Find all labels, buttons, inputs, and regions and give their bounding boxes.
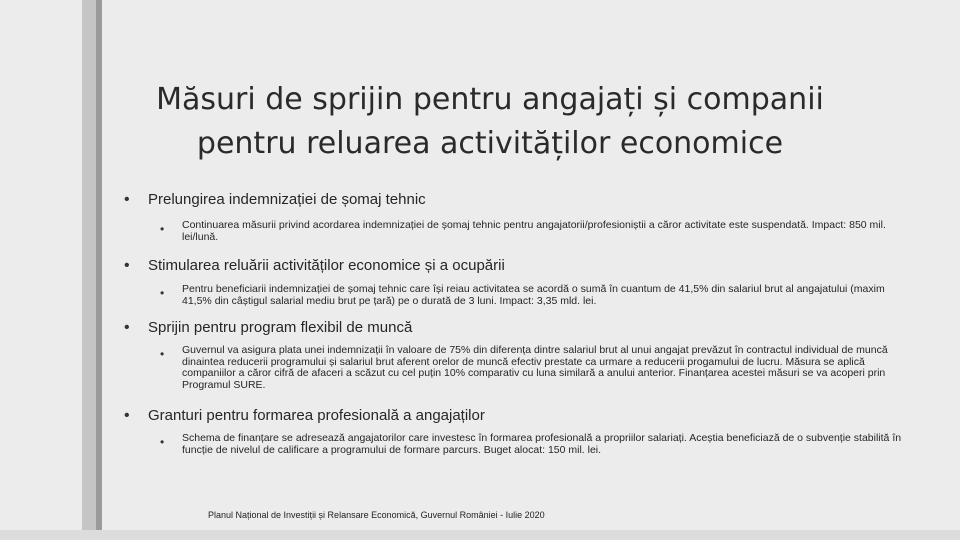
- slide-footer-source: Planul Național de Investiții și Relansare Economică, Guvernul României - Iulie 2020: [208, 510, 545, 520]
- sub-bullet-icon: •: [160, 435, 165, 449]
- slide-title-line-1: Măsuri de sprijin pentru angajați și companii: [156, 82, 824, 117]
- list-item-heading: Prelungirea indemnizației de șomaj tehnic: [148, 191, 426, 208]
- sub-bullet-icon: •: [160, 222, 165, 236]
- sub-bullet-icon: •: [160, 286, 165, 300]
- decorative-bottom-band: [0, 530, 960, 540]
- bullet-icon: •: [124, 257, 130, 274]
- slide-title-line-2: pentru reluarea activităților economice: [196, 126, 784, 161]
- list-item-heading: Sprijin pentru program flexibil de muncă: [148, 319, 413, 336]
- bullet-icon: •: [124, 191, 130, 208]
- list-item-detail: Schema de finanțare se adresează angajatorilor care investesc în formarea profesională a propriilor salariați. Aceștia beneficiază de o subvenție stabilită în funcție de nivelul de calificare a programului de formare parcurs. Buget alocat: 150 mil. lei.: [182, 432, 902, 456]
- list-item-heading: Stimularea reluării activităților economice și a ocupării: [148, 257, 505, 274]
- list-item-detail: Guvernul va asigura plata unei indemnizații în valoare de 75% din diferența dintre salariul brut al unui angajat prevăzut în contractul individual de muncă dinaintea reducerii programului și salariul brut aferent orelor de muncă efectiv prestate ca urmare a reducerii progamului de lucru. Măsura se aplică companiilor a căror cifră de afaceri a scăzut cu cel puțin 10% comparativ cu luna similară a anului anterior. Finanțarea acestei măsuri se va acoperi prin Programul SURE.: [182, 344, 888, 391]
- list-item-heading: Granturi pentru formarea profesională a angajaților: [148, 407, 485, 424]
- list-item-detail: Pentru beneficiarii indemnizației de șomaj tehnic care își reiau activitatea se acordă o sumă în cuantum de 41,5% din salariul brut al angajatului (maxim 41,5% din câștigul salarial mediu brut pe țară) pe o durată de 3 luni. Impact: 3,35 mld. lei.: [182, 283, 885, 307]
- slide-title: [110, 78, 870, 166]
- bullet-icon: •: [124, 407, 130, 424]
- bullet-icon: •: [124, 319, 130, 336]
- decorative-side-bar-shadow: [96, 0, 102, 540]
- list-item-detail: Continuarea măsurii privind acordarea indemnizației de șomaj tehnic pentru angajatorii/profesioniștii a căror activitate este suspendată. Impact: 850 mil. lei/lună.: [182, 219, 886, 243]
- sub-bullet-icon: •: [160, 347, 165, 361]
